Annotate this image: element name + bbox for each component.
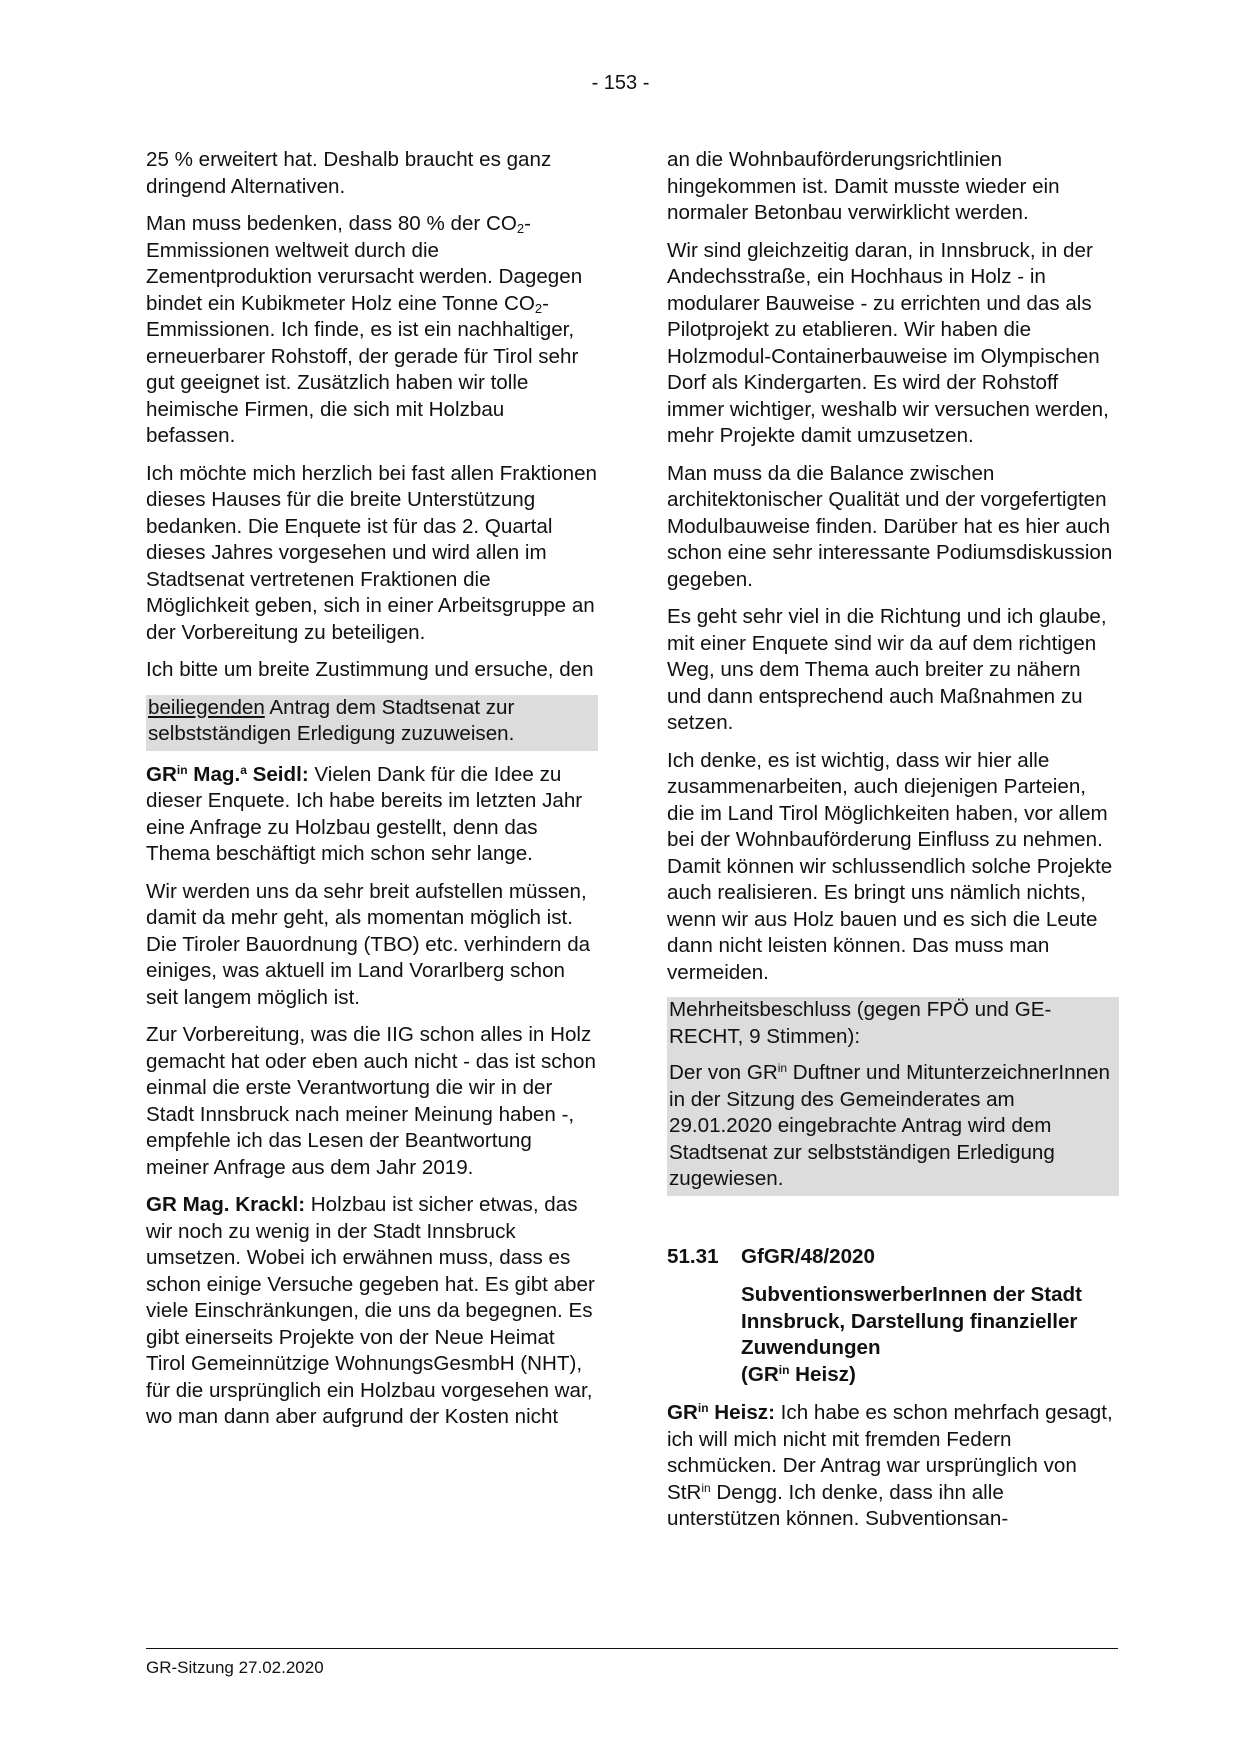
resolution-text: Mehrheitsbeschluss (gegen FPÖ und GE-RECHT, 9 Stimmen):: [669, 998, 1052, 1048]
paragraph: Man muss bedenken, dass 80 % der $CO_2$-Emmissionen weltweit durch die Zementproduktion verursacht werden. Dagegen bindet ein Kubikmeter Holz eine Tonne $CO_2$-Emmissionen. Ich finde, es ist ein nachhaltiger, erneuerbarer Rohstoff, der gerade für Tirol sehr gut geeignet ist. Zusätzlich haben wir tolle heimische Firmen, die sich mit Holzbau befassen.: [146, 212, 583, 447]
speech-heisz: $GR^{in}$ Heisz: Ich habe es schon mehrfach gesagt, ich will mich nicht mit fremden Federn schmücken. Der Antrag war ursprünglich von StR$^{in}$ Dengg. Ich denke, dass ihn alle unterstützen können. Subventionsan-: [667, 1401, 1113, 1530]
paragraph: Ich möchte mich herzlich bei fast allen Fraktionen dieses Hauses für die breite Unterstützung bedanken. Die Enquete ist für das 2. Quartal dieses Jahres vorgesehen und wird allen im Stadtsenat vertretenen Fraktionen die Möglichkeit geben, sich in einer Arbeitsgruppe an der Vorbereitung zu beteiligen.: [146, 461, 597, 644]
paragraph: Ich denke, es ist wichtig, dass wir hier alle zusammenarbeiten, auch diejenigen Parteien, die im Land Tirol Möglichkeiten haben, vor allem bei der Wohnbauförderung Einfluss zu nehmen. Damit können wir schlussendlich solche Projekte auch realisieren. Es bringt uns nämlich nichts, wenn wir aus Holz bauen und es sich die Leute dann nicht leisten können. Das muss man vermeiden.: [667, 748, 1113, 984]
agenda-item-heading: [667, 1244, 1119, 1271]
speech-seidl: $GR^{in}$ Mag.$^a$ Seidl: Vielen Dank für die Idee zu dieser Enquete. Ich habe bereits im letzten Jahr eine Anfrage zu Holzbau gestellt, denn das Thema beschäftigt mich schon sehr lange.: [146, 762, 583, 865]
right-column: [667, 147, 1119, 1544]
footer: GR-Sitzung 27.02.2020: [146, 1658, 324, 1677]
footer-divider: [146, 1648, 1118, 1649]
paragraph: 25 % erweitert hat. Deshalb braucht es ganz dringend Alternativen.: [146, 148, 552, 198]
speech-krackl: GR Mag. Krackl: Holzbau ist sicher etwas, das wir noch zu wenig in der Stadt Innsbruck umsetzen. Wobei ich erwähnen muss, dass es schon einige Versuche gegeben hat. Es gibt aber viele Einschränkungen, die uns da begegnen. Es gibt einerseits Projekte von der Neue Heimat Tirol Gemeinnützige WohnungsGesmbH (NHT), für die ursprünglich ein Holzbau vorgesehen war, wo man dann aber aufgrund der Kosten nicht: [146, 1193, 595, 1428]
paragraph: Es geht sehr viel in die Richtung und ich glaube, mit einer Enquete sind wir da auf dem richtigen Weg, uns dem Thema auch breiter zu nähern und dann entsprechend auch Maßnahmen zu setzen.: [667, 605, 1107, 734]
left-column: [146, 147, 598, 1442]
paragraph: Man muss da die Balance zwischen architektonischer Qualität und der vorgefertigten Modulbauweise finden. Darüber hat es hier auch schon eine sehr interessante Podiumsdiskussion gegeben.: [667, 461, 1113, 591]
paragraph: Wir sind gleichzeitig daran, in Innsbruck, in der Andechsstraße, ein Hochhaus in Holz - in modularer Bauweise - zu errichten und das als Pilotprojekt zu etablieren. Wir haben die Holzmodul-Containerbauweise im Olympischen Dorf als Kindergarten. Es wird der Rohstoff immer wichtiger, weshalb wir versuchen werden, mehr Projekte damit umzusetzen.: [667, 238, 1109, 447]
paragraph: an die Wohnbauförderungsrichtlinien hingekommen ist. Damit musste wieder ein normaler Betonbau verwirklicht werden.: [667, 148, 1060, 224]
paragraph: Zur Vorbereitung, was die IIG schon alles in Holz gemacht hat oder eben auch nicht - das ist schon einmal die erste Verantwortung die wir in der Stadt Innsbruck nach meiner Meinung haben -, empfehle ich das Lesen der Beantwortung meiner Anfrage aus dem Jahr 2019.: [146, 1023, 596, 1179]
item-title: SubventionswerberInnen der Stadt Innsbruck, Darstellung finanzieller Zuwendungen ($GR^{in}$ Heisz): [741, 1283, 1082, 1386]
decision-text: Der von $GR^{in}$ Duftner und MitunterzeichnerInnen in der Sitzung des Gemeinderates am 29.01.2020 eingebrachte Antrag wird dem Stadtsenat zur selbstständigen Erledigung zugewiesen.: [669, 1061, 1110, 1190]
item-code: GfGR/48/2020: [741, 1244, 875, 1268]
item-number: 51.31: [667, 1244, 719, 1268]
page-number: - 153 -: [591, 72, 650, 94]
paragraph: Ich bitte um breite Zustimmung und ersuche, den: [146, 658, 594, 681]
paragraph: Wir werden uns da sehr breit aufstellen müssen, damit da mehr geht, als momentan möglich ist. Die Tiroler Bauordnung (TBO) etc. verhindern da einiges, was aktuell im Land Vorarlberg schon seit langem möglich ist.: [146, 879, 591, 1009]
motion-highlight: beiliegenden Antrag dem Stadtsenat zur selbstständigen Erledigung zuzuweisen.: [146, 695, 598, 751]
resolution-highlight: [667, 997, 1119, 1196]
